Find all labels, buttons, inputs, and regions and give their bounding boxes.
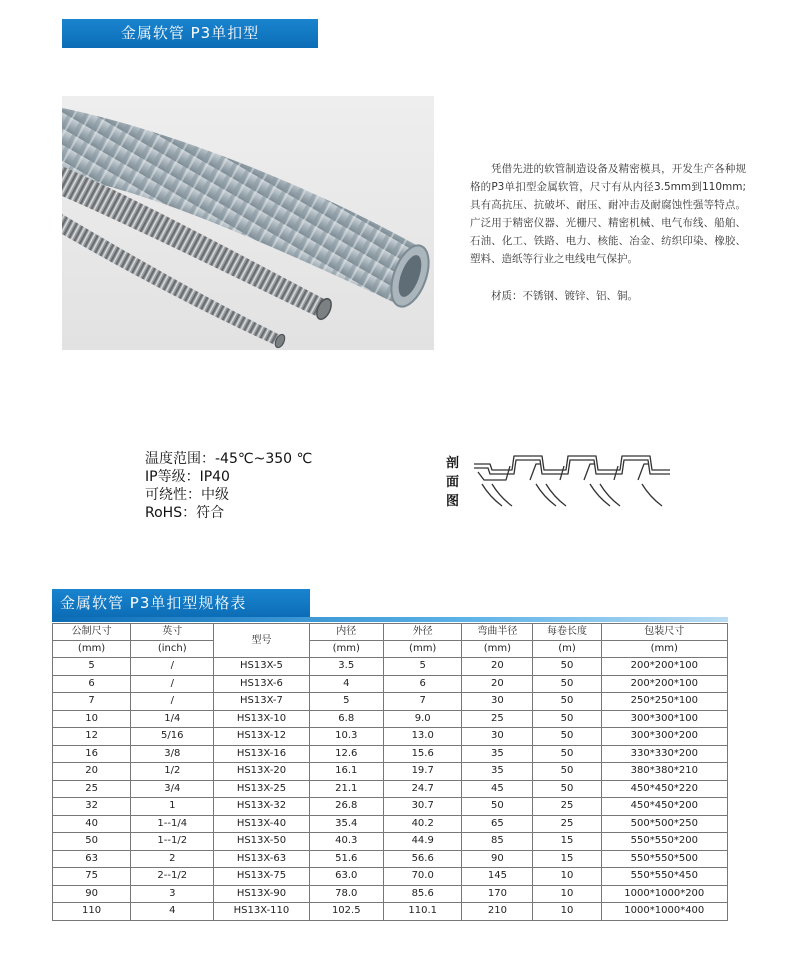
cell-inner-diameter: 10.3 — [309, 728, 383, 746]
cell-package-size: 550*550*500 — [601, 850, 727, 868]
cell-inch: 1/4 — [131, 710, 214, 728]
cell-model: HS13X-63 — [214, 850, 309, 868]
cell-model: HS13X-40 — [214, 815, 309, 833]
table-row — [53, 763, 728, 781]
cell-model: HS13X-12 — [214, 728, 309, 746]
cell-package-size: 550*550*200 — [601, 833, 727, 851]
cell-coil-length: 10 — [533, 903, 601, 921]
table-row — [53, 693, 728, 711]
header-metric-size: 公制尺寸 — [53, 624, 131, 641]
spec-flexibility: 可绕性：中级 — [145, 487, 229, 503]
cell-model: HS13X-7 — [214, 693, 309, 711]
cell-outer-diameter: 70.0 — [383, 868, 461, 886]
header-package-size: 包装尺寸 — [601, 624, 727, 641]
cell-outer-diameter: 19.7 — [383, 763, 461, 781]
table-row — [53, 885, 728, 903]
cell-inch: 3 — [131, 885, 214, 903]
cell-bend-radius: 210 — [462, 903, 533, 921]
cell-metric-size: 50 — [53, 833, 131, 851]
cell-package-size: 380*380*210 — [601, 763, 727, 781]
spec-table-title: 金属软管 P3单扣型规格表 — [52, 589, 310, 617]
cell-inner-diameter: 3.5 — [309, 658, 383, 676]
cross-section-drawing — [470, 450, 680, 518]
table-row — [53, 658, 728, 676]
cell-coil-length: 50 — [533, 693, 601, 711]
cell-metric-size: 6 — [53, 675, 131, 693]
cell-bend-radius: 30 — [462, 693, 533, 711]
cell-coil-length: 50 — [533, 675, 601, 693]
header-coil-length-unit: (m) — [533, 641, 601, 658]
cell-outer-diameter: 40.2 — [383, 815, 461, 833]
cell-inner-diameter: 26.8 — [309, 798, 383, 816]
table-header-row-1 — [53, 624, 728, 641]
cell-bend-radius: 20 — [462, 675, 533, 693]
header-package-size-unit: (mm) — [601, 641, 727, 658]
table-row — [53, 745, 728, 763]
cell-bend-radius: 20 — [462, 658, 533, 676]
cell-inner-diameter: 40.3 — [309, 833, 383, 851]
cell-model: HS13X-110 — [214, 903, 309, 921]
cell-model: HS13X-10 — [214, 710, 309, 728]
header-outer-diameter: 外径 — [383, 624, 461, 641]
cell-inch: 2--1/2 — [131, 868, 214, 886]
table-row — [53, 903, 728, 921]
cell-model: HS13X-20 — [214, 763, 309, 781]
cell-package-size: 550*550*450 — [601, 868, 727, 886]
cell-outer-diameter: 56.6 — [383, 850, 461, 868]
spec-table — [52, 623, 728, 921]
cell-package-size: 1000*1000*400 — [601, 903, 727, 921]
cell-coil-length: 10 — [533, 868, 601, 886]
cell-coil-length: 50 — [533, 763, 601, 781]
cell-inch: 1 — [131, 798, 214, 816]
cell-metric-size: 12 — [53, 728, 131, 746]
cell-inner-diameter: 63.0 — [309, 868, 383, 886]
cell-outer-diameter: 30.7 — [383, 798, 461, 816]
spec-ip-rating: IP等级：IP40 — [145, 469, 230, 485]
spec-temperature: 温度范围：-45℃~350 ℃ — [145, 451, 313, 467]
table-header-row-2 — [53, 641, 728, 658]
cell-inner-diameter: 102.5 — [309, 903, 383, 921]
spec-table-accent-bar — [52, 617, 728, 622]
cell-metric-size: 90 — [53, 885, 131, 903]
cell-outer-diameter: 6 — [383, 675, 461, 693]
header-inch: 英寸 — [131, 624, 214, 641]
cell-model: HS13X-90 — [214, 885, 309, 903]
table-row — [53, 798, 728, 816]
cell-metric-size: 16 — [53, 745, 131, 763]
cell-coil-length: 50 — [533, 728, 601, 746]
cell-inner-diameter: 78.0 — [309, 885, 383, 903]
header-inner-diameter-unit: (mm) — [309, 641, 383, 658]
cell-package-size: 300*300*200 — [601, 728, 727, 746]
cell-inner-diameter: 5 — [309, 693, 383, 711]
cell-coil-length: 50 — [533, 658, 601, 676]
cell-model: HS13X-5 — [214, 658, 309, 676]
cell-model: HS13X-75 — [214, 868, 309, 886]
cell-metric-size: 75 — [53, 868, 131, 886]
table-row — [53, 833, 728, 851]
header-inch-unit: (inch) — [131, 641, 214, 658]
cell-bend-radius: 90 — [462, 850, 533, 868]
cell-outer-diameter: 5 — [383, 658, 461, 676]
spec-table-body — [53, 658, 728, 921]
product-title: 金属软管 P3单扣型 — [120, 24, 260, 42]
cell-package-size: 500*500*250 — [601, 815, 727, 833]
cell-package-size: 200*200*100 — [601, 675, 727, 693]
cell-metric-size: 10 — [53, 710, 131, 728]
spec-list — [145, 450, 312, 522]
cell-model: HS13X-32 — [214, 798, 309, 816]
cell-bend-radius: 25 — [462, 710, 533, 728]
cell-coil-length: 15 — [533, 850, 601, 868]
cell-outer-diameter: 110.1 — [383, 903, 461, 921]
header-coil-length: 每卷长度 — [533, 624, 601, 641]
cell-bend-radius: 35 — [462, 763, 533, 781]
cell-bend-radius: 65 — [462, 815, 533, 833]
cell-package-size: 250*250*100 — [601, 693, 727, 711]
cell-inch: 1--1/4 — [131, 815, 214, 833]
cell-inch: 3/8 — [131, 745, 214, 763]
cell-outer-diameter: 15.6 — [383, 745, 461, 763]
cell-inch: / — [131, 675, 214, 693]
cell-bend-radius: 45 — [462, 780, 533, 798]
product-photo — [62, 96, 434, 350]
cell-inch: 5/16 — [131, 728, 214, 746]
header-bend-radius: 弯曲半径 — [462, 624, 533, 641]
product-title-banner — [62, 19, 318, 48]
cell-metric-size: 32 — [53, 798, 131, 816]
cell-outer-diameter: 9.0 — [383, 710, 461, 728]
product-description: 凭借先进的软管制造设备及精密模具，开发生产各种规格的P3单扣型金属软管，尺寸有从内径3.5mm到110mm;具有高抗压、抗破坏、耐压、耐冲击及耐腐蚀性强等特点。广泛用于精密仪器、光栅尺、精密机械、电气布线、船舶、石油、化工、铁路、电力、核能、冶金、纺织印染、橡胶、塑料、造纸等行业之电线电气保护。 — [470, 163, 746, 265]
cell-coil-length: 25 — [533, 798, 601, 816]
cell-package-size: 330*330*200 — [601, 745, 727, 763]
cell-bend-radius: 170 — [462, 885, 533, 903]
cell-inch: 3/4 — [131, 780, 214, 798]
cell-package-size: 450*450*220 — [601, 780, 727, 798]
spec-rohs: RoHS：符合 — [145, 505, 225, 521]
table-row — [53, 710, 728, 728]
cell-bend-radius: 145 — [462, 868, 533, 886]
cell-outer-diameter: 7 — [383, 693, 461, 711]
cell-inch: 1--1/2 — [131, 833, 214, 851]
material-line: 材质：不锈钢、镀锌、铝、铜。 — [491, 290, 638, 302]
cell-coil-length: 10 — [533, 885, 601, 903]
cell-inch: 1/2 — [131, 763, 214, 781]
cell-metric-size: 7 — [53, 693, 131, 711]
cell-inch: / — [131, 693, 214, 711]
cell-outer-diameter: 24.7 — [383, 780, 461, 798]
header-outer-diameter-unit: (mm) — [383, 641, 461, 658]
cell-inner-diameter: 16.1 — [309, 763, 383, 781]
cell-model: HS13X-50 — [214, 833, 309, 851]
header-metric-size-unit: (mm) — [53, 641, 131, 658]
cell-bend-radius: 50 — [462, 798, 533, 816]
cell-inch: 4 — [131, 903, 214, 921]
table-row — [53, 850, 728, 868]
cell-inner-diameter: 35.4 — [309, 815, 383, 833]
table-row — [53, 675, 728, 693]
cell-package-size: 450*450*200 — [601, 798, 727, 816]
cross-section-label: 剖面图 — [446, 456, 460, 509]
cell-model: HS13X-16 — [214, 745, 309, 763]
cell-model: HS13X-6 — [214, 675, 309, 693]
table-row — [53, 868, 728, 886]
cell-coil-length: 25 — [533, 815, 601, 833]
cell-metric-size: 110 — [53, 903, 131, 921]
cell-outer-diameter: 44.9 — [383, 833, 461, 851]
cell-package-size: 300*300*100 — [601, 710, 727, 728]
cell-metric-size: 20 — [53, 763, 131, 781]
cell-package-size: 1000*1000*200 — [601, 885, 727, 903]
table-row — [53, 815, 728, 833]
cell-bend-radius: 30 — [462, 728, 533, 746]
cell-bend-radius: 85 — [462, 833, 533, 851]
cell-coil-length: 15 — [533, 833, 601, 851]
cell-inch: / — [131, 658, 214, 676]
cell-model: HS13X-25 — [214, 780, 309, 798]
cell-coil-length: 50 — [533, 710, 601, 728]
cell-metric-size: 63 — [53, 850, 131, 868]
header-model: 型号 — [214, 624, 309, 658]
table-row — [53, 728, 728, 746]
cell-metric-size: 40 — [53, 815, 131, 833]
cell-metric-size: 25 — [53, 780, 131, 798]
cell-inner-diameter: 51.6 — [309, 850, 383, 868]
cell-inner-diameter: 6.8 — [309, 710, 383, 728]
cell-inner-diameter: 4 — [309, 675, 383, 693]
cell-bend-radius: 35 — [462, 745, 533, 763]
cell-coil-length: 50 — [533, 780, 601, 798]
cell-inner-diameter: 21.1 — [309, 780, 383, 798]
cell-inch: 2 — [131, 850, 214, 868]
cell-inner-diameter: 12.6 — [309, 745, 383, 763]
cell-package-size: 200*200*100 — [601, 658, 727, 676]
cell-coil-length: 50 — [533, 745, 601, 763]
cell-outer-diameter: 13.0 — [383, 728, 461, 746]
cell-metric-size: 5 — [53, 658, 131, 676]
table-row — [53, 780, 728, 798]
cell-outer-diameter: 85.6 — [383, 885, 461, 903]
header-bend-radius-unit: (mm) — [462, 641, 533, 658]
header-inner-diameter: 内径 — [309, 624, 383, 641]
